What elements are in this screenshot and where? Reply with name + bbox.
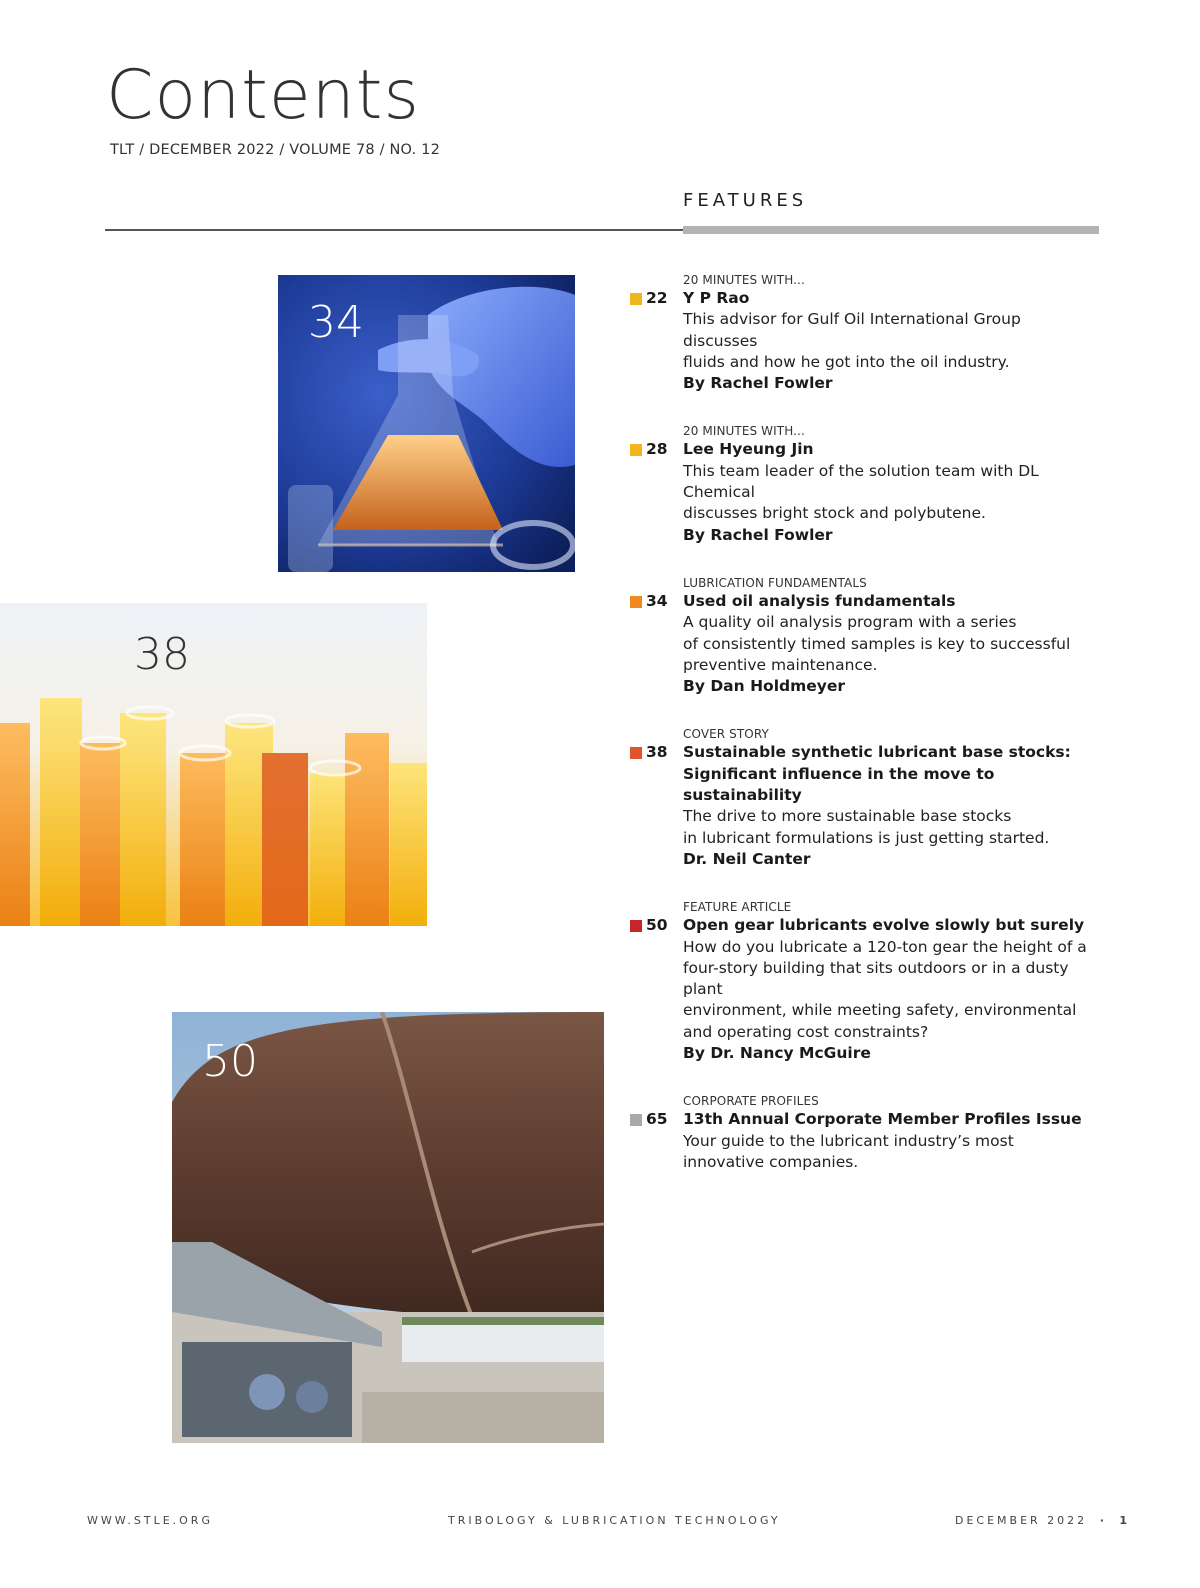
entry-byline: Dr. Neil Canter [683, 849, 811, 868]
feature-entry[interactable] [628, 272, 1098, 394]
entry-description: The drive to more sustainable base stocks in lubricant formulations is just getting started. [683, 807, 1050, 847]
section-color-marker [630, 1114, 642, 1126]
section-label-features: FEATURES [683, 190, 808, 211]
entry-kicker: 20 MINUTES WITH... [683, 424, 805, 439]
entry-headline[interactable]: Lee Hyeung Jin [683, 440, 814, 459]
feature-entry[interactable] [628, 726, 1098, 870]
footer-publication: TRIBOLOGY & LUBRICATION TECHNOLOGY [448, 1514, 781, 1527]
section-color-marker [630, 293, 642, 305]
entry-byline: By Rachel Fowler [683, 525, 833, 544]
entry-headline[interactable]: Sustainable synthetic lubricant base stocks: Significant influence in the move to sustainability [683, 743, 1071, 805]
test-tubes-illustration [0, 603, 427, 926]
page-number: 34 [646, 591, 668, 610]
features-list [628, 272, 1098, 1202]
entry-description: Your guide to the lubricant industry’s most innovative companies. [683, 1131, 1014, 1171]
entry-kicker: 20 MINUTES WITH... [683, 273, 805, 287]
entry-description: How do you lubricate a 120-ton gear the height of a four-story building that sits outdoors or in a dusty plant environment, while meeting safety, environmental and operating cost constraints? [683, 937, 1087, 1041]
footer-page-number: 1 [1119, 1514, 1128, 1527]
entry-description: This team leader of the solution team with DL Chemical discusses bright stock and polybutene. [683, 461, 1039, 523]
header-rule-thick [683, 226, 1099, 234]
photo-page-number: 50 [202, 1036, 258, 1087]
test-tubes-photo [0, 603, 427, 926]
feature-entry[interactable] [628, 899, 1098, 1064]
section-color-marker [630, 747, 642, 759]
entry-description: A quality oil analysis program with a series of consistently timed samples is key to successful preventive maintenance. [683, 613, 1071, 674]
entry-headline[interactable]: Y P Rao [683, 289, 750, 307]
entry-byline: By Dr. Nancy McGuire [683, 1044, 871, 1063]
entry-kicker: FEATURE ARTICLE [683, 900, 792, 915]
feature-entry[interactable] [628, 575, 1098, 697]
footer-separator: · [1099, 1514, 1107, 1527]
gear-drum-photo [172, 1012, 604, 1443]
entry-byline: By Rachel Fowler [683, 374, 833, 393]
page-title: Contents [106, 56, 420, 135]
feature-entry[interactable] [628, 423, 1098, 545]
footer-date [955, 1514, 1127, 1527]
issue-line: TLT / DECEMBER 2022 / VOLUME 78 / NO. 12 [110, 142, 441, 158]
page-number: 65 [646, 1110, 668, 1129]
photo-page-number: 34 [308, 297, 364, 348]
entry-byline: By Dan Holdmeyer [683, 677, 846, 696]
entry-headline[interactable]: 13th Annual Corporate Member Profiles Issue [683, 1110, 1082, 1129]
section-color-marker [630, 444, 642, 456]
entry-description: This advisor for Gulf Oil International Group discusses fluids and how he got into the oil industry. [683, 310, 1021, 371]
section-color-marker [630, 596, 642, 608]
page-number: 22 [646, 289, 668, 307]
page-number: 38 [646, 743, 668, 762]
footer-date-text: DECEMBER 2022 [955, 1514, 1088, 1527]
entry-kicker: COVER STORY [683, 727, 769, 742]
entry-kicker: LUBRICATION FUNDAMENTALS [683, 575, 867, 590]
entry-headline[interactable]: Used oil analysis fundamentals [683, 591, 956, 610]
page-number: 28 [646, 440, 668, 459]
flask-photo [278, 275, 575, 572]
feature-entry[interactable] [628, 1093, 1098, 1173]
photo-page-number: 38 [134, 629, 190, 680]
entry-headline[interactable]: Open gear lubricants evolve slowly but surely [683, 916, 1085, 935]
page-number: 50 [646, 916, 668, 935]
section-color-marker [630, 920, 642, 932]
header-rule-thin [105, 229, 685, 231]
entry-kicker: CORPORATE PROFILES [683, 1094, 819, 1109]
footer-website[interactable]: WWW.STLE.ORG [87, 1514, 213, 1527]
